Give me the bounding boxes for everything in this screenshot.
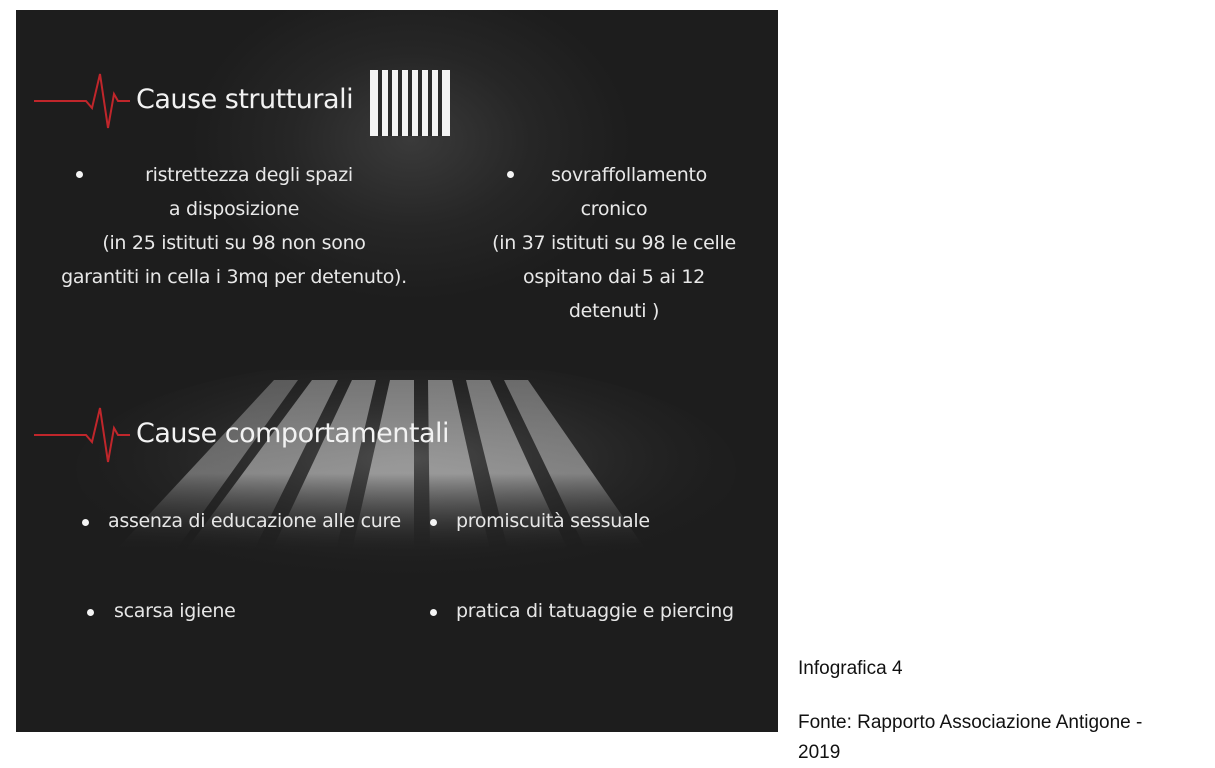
struct-left-line-4: garantiti in cella i 3mq per detenuto). <box>61 266 407 288</box>
struct-right-line-4: ospitano dai 5 ai 12 <box>523 266 705 288</box>
figure-label: Infografica 4 <box>798 658 903 679</box>
source-line-2: 2019 <box>798 742 841 763</box>
heartbeat-icon <box>34 68 134 134</box>
bullet-icon <box>82 519 89 526</box>
struct-right-line-2: cronico <box>580 198 648 220</box>
source-line-1: Fonte: Rapporto Associazione Antigone - <box>798 712 1143 733</box>
bullet-icon <box>430 519 437 526</box>
struct-right-line-1: sovraffollamento <box>551 164 707 186</box>
struct-left-line-2: a disposizione <box>168 198 300 220</box>
structural-causes-title: Cause strutturali <box>136 84 354 115</box>
bullet-icon <box>430 609 437 616</box>
behavioral-item: assenza di educazione alle cure <box>108 510 401 532</box>
bullet-icon <box>87 609 94 616</box>
struct-left-line-1: ristrettezza degli spazi <box>145 164 353 186</box>
behavioral-causes-title: Cause comportamentali <box>136 418 449 449</box>
struct-right-line-5: detenuti ) <box>568 300 660 322</box>
heartbeat-icon <box>34 402 134 468</box>
structural-item-overcrowding <box>484 158 744 328</box>
structural-item-space <box>44 158 424 294</box>
barred-window-icon <box>370 70 450 136</box>
behavioral-item: promiscuità sessuale <box>456 510 650 532</box>
behavioral-item: pratica di tatuaggie e piercing <box>456 600 734 622</box>
figure-source <box>798 708 1208 768</box>
struct-right-line-3: (in 37 istituti su 98 le celle <box>492 232 736 254</box>
behavioral-item: scarsa igiene <box>114 600 236 622</box>
struct-left-line-3: (in 25 istituti su 98 non sono <box>102 232 366 254</box>
infographic-panel <box>16 10 778 732</box>
